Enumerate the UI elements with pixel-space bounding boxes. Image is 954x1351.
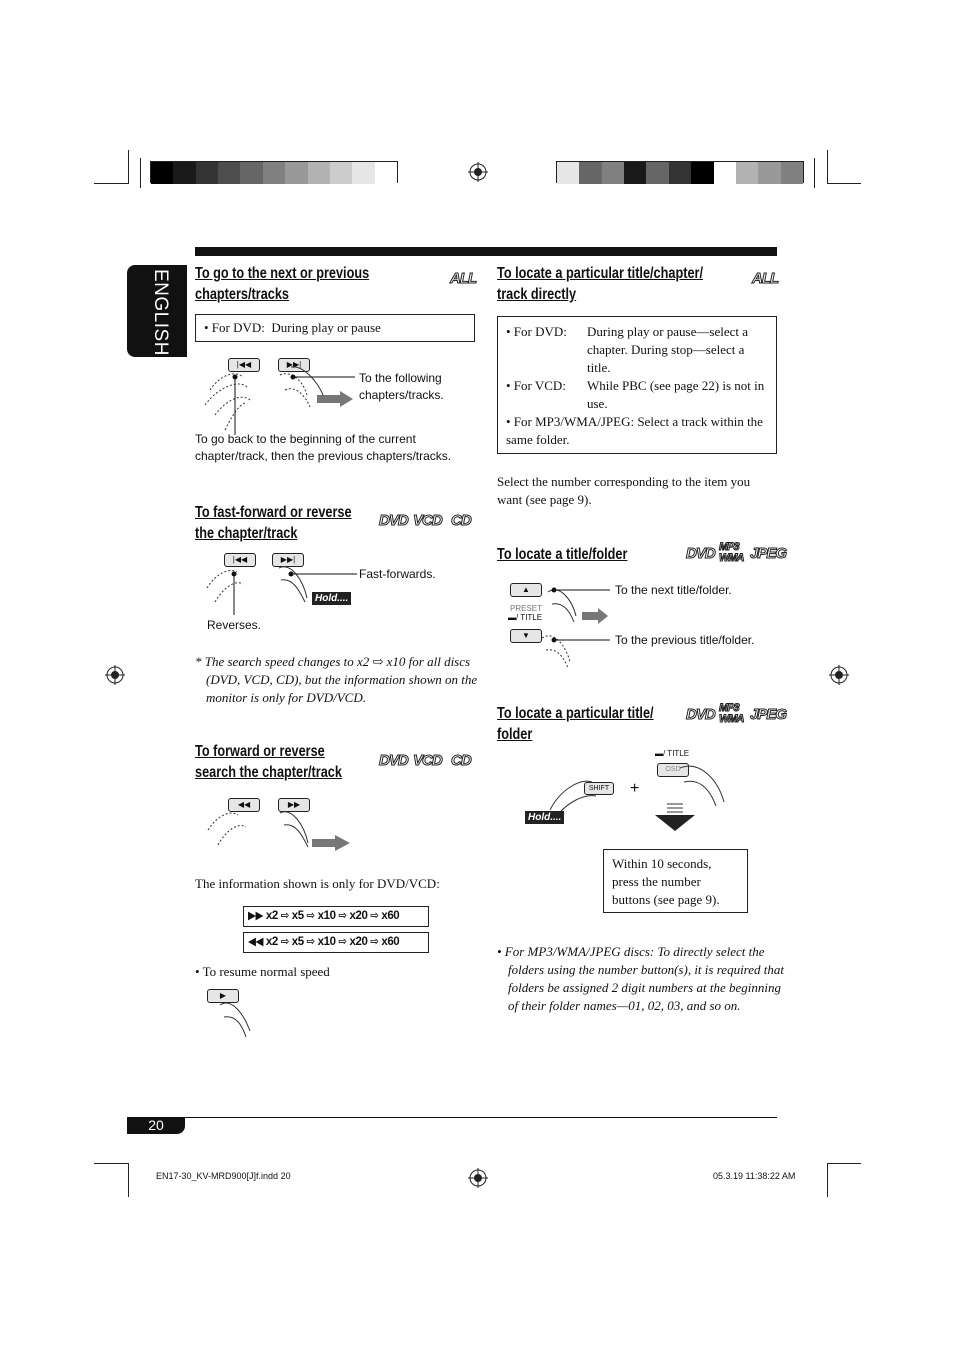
color-swatch [218, 162, 240, 184]
footnote: * The search speed changes to x2 ⇨ x10 for all discs (DVD, VCD, CD), but the information shown on the monitor is only for DVD/VCD. [195, 654, 478, 705]
color-swatch [330, 162, 352, 184]
list-item: • For DVD: During play or pause—select a chapter. During stop—select a title. [506, 324, 749, 375]
crop-mark [94, 183, 128, 184]
down-arrow-icon [655, 803, 695, 831]
all-disc-icon: ALL [752, 270, 779, 287]
language-tab [127, 265, 187, 357]
crop-mark [128, 150, 129, 184]
registration-mark-icon [468, 1168, 488, 1188]
color-swatch [285, 162, 307, 184]
all-disc-icon: ALL [450, 270, 477, 287]
registration-mark-icon [829, 665, 849, 685]
down-button-icon[interactable]: ▼ [510, 629, 542, 643]
top-rule [195, 247, 777, 256]
crop-mark [128, 1163, 129, 1197]
next-button-icon[interactable]: ▶▶| [272, 553, 304, 567]
note-box: • For DVD: During play or pause [195, 314, 475, 342]
section-title: To locate a particular title/chapter/ track directly [497, 265, 704, 303]
finger-hold-icon [195, 560, 365, 615]
resume-text: • To resume normal speed [195, 964, 330, 979]
color-swatch [375, 162, 397, 184]
prev-button-icon[interactable]: |◀◀ [228, 358, 260, 372]
note-text: • For MP3/WMA/JPEG discs: To directly select the folders using the number button(s), it is required that folders be assigned 2 digit numbers at the beginning of their folder names—01, 02, 03, and so on. [497, 944, 784, 1013]
vcd-disc-icon: VCD [413, 512, 442, 529]
section-title: To locate a title/folder [497, 546, 628, 563]
color-swatch [196, 162, 218, 184]
rewind-button-icon[interactable]: ◀◀ [228, 798, 260, 812]
play-button-icon[interactable]: ▶ [207, 989, 239, 1003]
osd-button[interactable]: OSD [657, 763, 689, 777]
color-swatch [352, 162, 374, 184]
plus-sign: + [630, 780, 640, 797]
previous-chapters-label: To go back to the beginning of the current chapter/track, then the previous chapters/tracks. [195, 432, 452, 463]
color-swatch [602, 162, 624, 184]
color-swatch [151, 162, 173, 184]
registration-mark-icon [105, 665, 125, 685]
dvd-disc-icon: DVD [686, 545, 715, 562]
within-box: Within 10 seconds, press the number buttons (see page 9). [603, 849, 748, 913]
fast-forward-button-icon[interactable]: ▶▶ [278, 798, 310, 812]
color-swatch [669, 162, 691, 184]
color-swatch [781, 162, 803, 184]
crop-mark [814, 158, 815, 188]
next-chapters-label: To the following chapters/tracks. [359, 371, 444, 402]
title-label: ▬/ TITLE [508, 613, 543, 622]
color-swatch [736, 162, 758, 184]
dvd-disc-icon: DVD [686, 706, 715, 723]
finger-press-icon [200, 805, 360, 855]
timestamp: 05.3.19 11:38:22 AM [713, 1171, 796, 1181]
color-swatch [263, 162, 285, 184]
hold-label: Hold.... [312, 592, 351, 605]
prev-button-icon[interactable]: |◀◀ [224, 553, 256, 567]
finger-press-icon [520, 580, 620, 670]
color-swatch [240, 162, 262, 184]
shift-button[interactable]: SHIFT [584, 782, 614, 795]
color-swatch [646, 162, 668, 184]
jpeg-disc-icon: JPEG [750, 706, 787, 723]
title-key-label: ▬/ TITLE [655, 749, 690, 758]
color-swatch [758, 162, 780, 184]
next-button-icon[interactable]: ▶▶| [278, 358, 310, 372]
crop-mark [827, 1163, 861, 1164]
file-info: EN17-30_KV-MRD900[J]f.indd 20 [156, 1171, 291, 1181]
color-swatch [308, 162, 330, 184]
color-swatch [579, 162, 601, 184]
color-swatch [173, 162, 195, 184]
crop-mark [827, 183, 861, 184]
jpeg-disc-icon: JPEG [750, 545, 787, 562]
registration-mark-icon [468, 162, 488, 182]
finger-press-icon [210, 995, 270, 1040]
section-title: To fast-forward or reverse the chapter/track [195, 504, 352, 542]
page-number: 20 [127, 1117, 185, 1134]
rewind-icon: ◀◀ [248, 936, 264, 948]
dvd-disc-icon: DVD [379, 512, 408, 529]
fast-forward-icon: ▶▶ [248, 910, 264, 922]
color-swatch [557, 162, 579, 184]
hold-label: Hold.... [525, 811, 564, 824]
vcd-disc-icon: VCD [413, 752, 442, 769]
color-swatch [714, 162, 736, 184]
color-bar-left [150, 161, 398, 183]
info-text: The information shown is only for DVD/VCD: [195, 876, 440, 891]
crop-mark [140, 158, 141, 188]
cd-disc-icon: CD [451, 512, 471, 529]
color-swatch [691, 162, 713, 184]
language-tab-label: ENGLISH [150, 269, 171, 356]
finger-press-icon [540, 760, 740, 830]
bottom-rule [127, 1117, 777, 1118]
crop-mark [827, 1163, 828, 1197]
section-title: To go to the next or previous chapters/tracks [195, 265, 370, 303]
cd-disc-icon: CD [451, 752, 471, 769]
mp3-wma-disc-icon: MP3 WMA [719, 541, 744, 564]
crop-mark [827, 150, 828, 184]
section-title: To forward or reverse search the chapter/track [195, 743, 342, 781]
up-button-icon[interactable]: ▲ [510, 583, 542, 597]
speed-forward-display: ▶▶ x2 ⇨ x5 ⇨ x10 ⇨ x20 ⇨ x60 [243, 906, 429, 927]
dvd-disc-icon: DVD [379, 752, 408, 769]
folder-icon: ▬ [508, 613, 516, 622]
list-item: • For MP3/WMA/JPEG: Select a track within the same folder. [506, 414, 763, 447]
instruction-text: Select the number corresponding to the item you want (see page 9). [497, 474, 751, 507]
speed-reverse-display: ◀◀ x2 ⇨ x5 ⇨ x10 ⇨ x20 ⇨ x60 [243, 932, 429, 953]
mp3-wma-disc-icon: MP3 WMA [719, 702, 744, 725]
fast-forward-label: Fast-forwards. [359, 567, 436, 581]
color-swatch [624, 162, 646, 184]
list-item: • For VCD: While PBC (see page 22) is not in use. [506, 378, 765, 411]
previous-title-label: To the previous title/folder. [615, 633, 755, 647]
reverse-label: Reverses. [207, 618, 262, 632]
note-box [497, 316, 777, 454]
next-title-label: To the next title/folder. [615, 583, 732, 597]
preset-label: PRESET [510, 604, 543, 613]
crop-mark [94, 1163, 128, 1164]
finger-press-icon [195, 365, 365, 435]
folder-icon: ▬ [655, 749, 663, 758]
color-bar-right [556, 161, 804, 183]
section-title: To locate a particular title/ folder [497, 705, 654, 743]
